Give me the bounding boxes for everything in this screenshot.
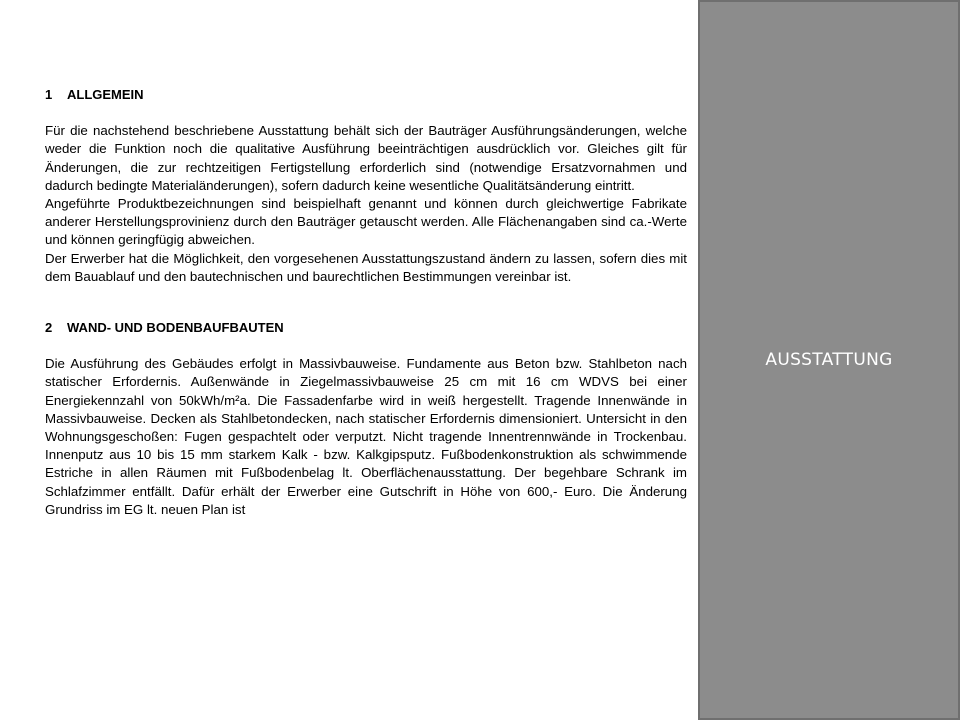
sidebar-title: AUSSTATTUNG [765,350,893,370]
paragraph: Die Ausführung des Gebäudes erfolgt in Massivbauweise. Fundamente aus Beton bzw. Stahlbeton nach statischer Erfordernis. Außenwände in Ziegelmassivbauweise 25 cm mit 16 cm WDVS bei einer Energiekennzahl von 50kWh/m²a. Die Fassadenfarbe wird in weiß hergestellt. Tragende Innenwände in Massivbauweise. Decken als Stahlbetondecken, nach statischer Erfordernis dimensioniert. Untersicht in den Wohnungsgeschoßen: Fugen gespachtelt oder verputzt. Nicht tragende Innentrennwände in Trockenbau. Innenputz aus 10 bis 15 mm starkem Kalk - bzw. Kalkgipsputz. Fußbodenkonstruktion als schwimmende Estriche in allen Räumen mit Fußbodenbelag lt. Oberflächenausstattung. Der begehbare Schrank im Schlafzimmer entfällt. Dafür erhält der Erwerber eine Gutschrift in Höhe von 600,- Euro. Die Änderung Grundriss im EG lt. neuen Plan ist [45,356,687,517]
document-content [45,86,687,519]
section-heading-wand-boden [45,319,687,337]
section-title: WAND- UND BODENBAUFBAUTEN [67,320,284,336]
section-body-allgemein [45,122,687,286]
section-heading-allgemein [45,86,687,104]
sidebar-panel [698,0,960,720]
paragraph: Für die nachstehend beschriebene Ausstattung behält sich der Bauträger Ausführungsänderungen, welche weder die Funktion noch die qualitative Ausführung beeinträchtigen ausdrücklich vor. Gleiches gilt für Änderungen, die zur rechtzeitigen Fertigstellung erforderlich sind (notwendige Ersatzvornahmen und dadurch bedingte Materialänderungen), sofern dadurch keine wesentliche Qualitätsänderung eintritt. [45,123,687,193]
section-title: ALLGEMEIN [67,87,144,102]
section-number: 2 [45,320,53,336]
section-number: 1 [45,87,53,102]
paragraph: Angeführte Produktbezeichnungen sind beispielhaft genannt und können durch gleichwertige Fabrikate anderer Herstellungsprovinienz durch den Bauträger getauscht werden. Alle Flächenangaben sind ca.-Werte und können geringfügig abweichen. [45,196,687,248]
section-body-wand-boden [45,355,687,519]
paragraph: Der Erwerber hat die Möglichkeit, den vorgesehenen Ausstattungszustand ändern zu lassen, sofern dies mit dem Bauablauf und den bautechnischen und baurechtlichen Bestimmungen vereinbar ist. [45,250,687,284]
